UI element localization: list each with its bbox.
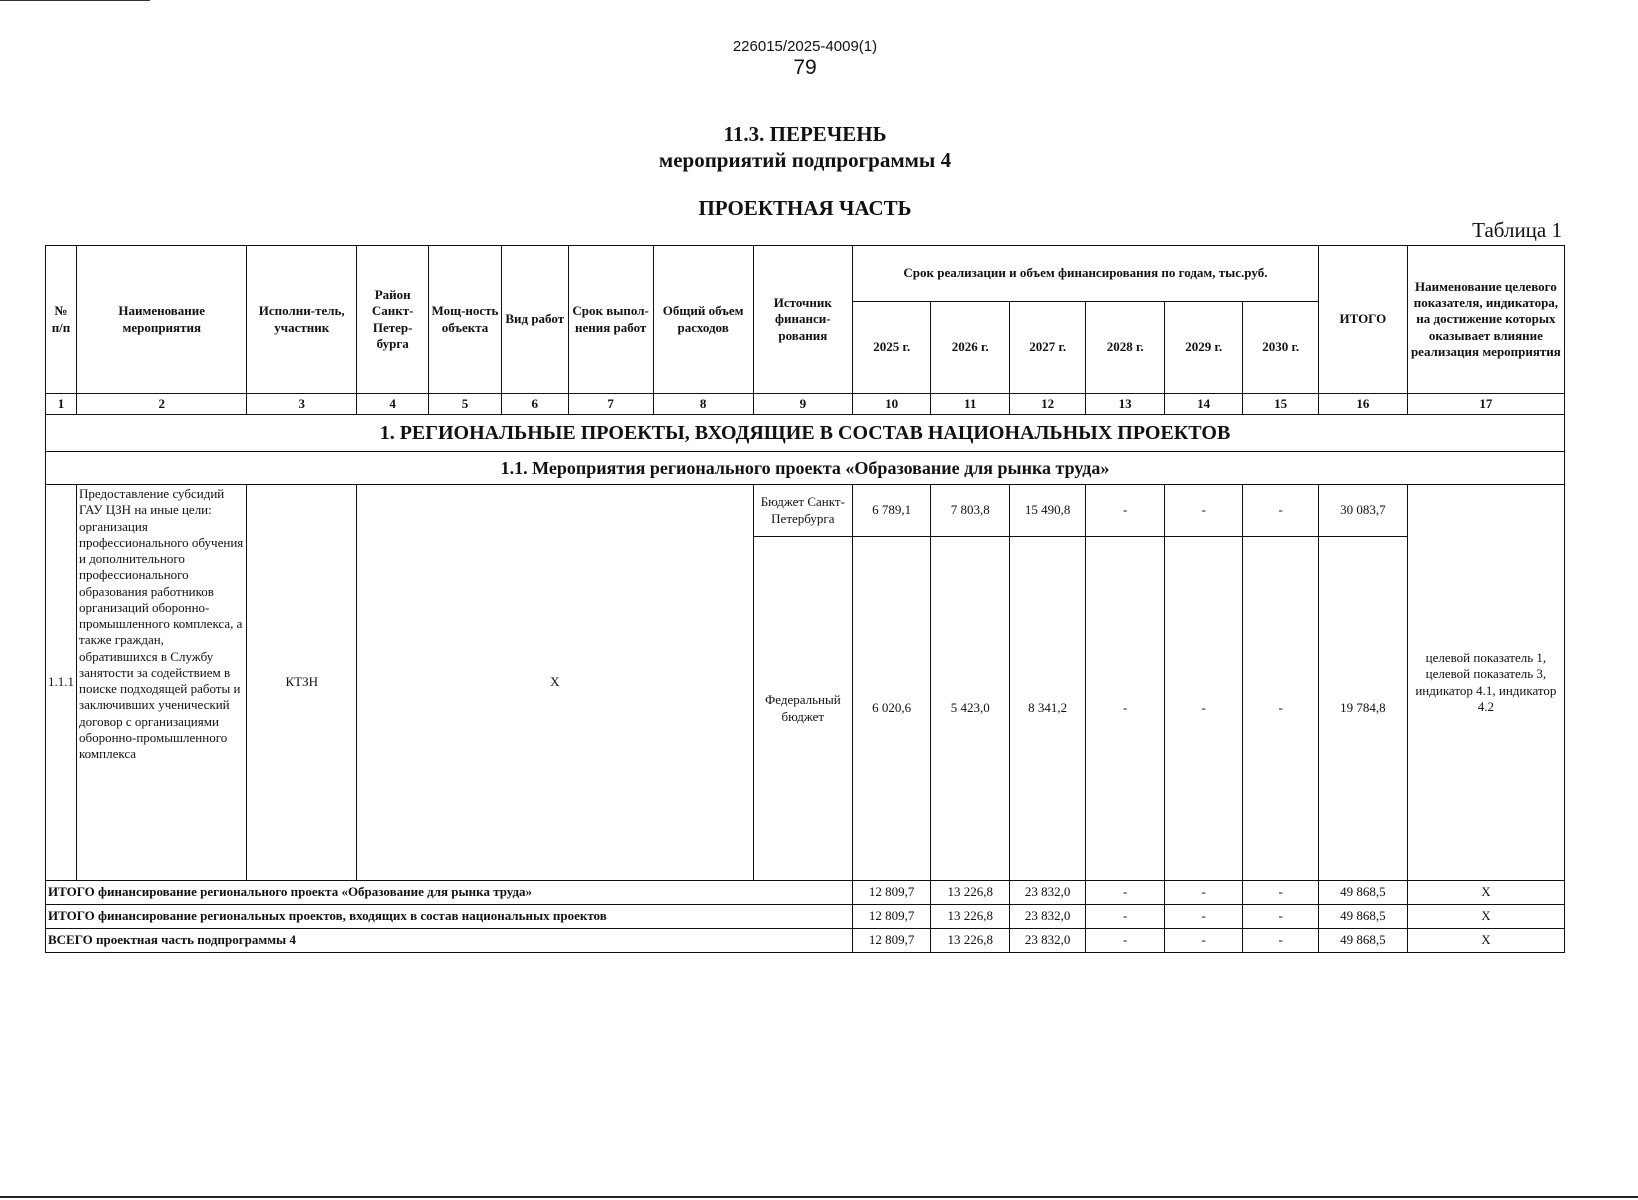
total-2026: 13 226,8 xyxy=(931,929,1010,953)
total-2028: - xyxy=(1086,929,1165,953)
col-number: 15 xyxy=(1243,394,1318,415)
col-number: 5 xyxy=(429,394,501,415)
col-number: 4 xyxy=(356,394,428,415)
list-subtitle: мероприятий подпрограммы 4 xyxy=(658,148,952,172)
total-2025: 12 809,7 xyxy=(852,881,931,905)
total-label: ИТОГО финансирование регионального проекта «Образование для рынка труда» xyxy=(46,881,853,905)
indicator-cell: целевой показатель 1, целевой показатель 3, индикатор 4.1, индикатор 4.2 xyxy=(1407,485,1564,881)
col-number: 8 xyxy=(653,394,753,415)
value-2030: - xyxy=(1243,485,1318,537)
header-total: ИТОГО xyxy=(1318,246,1407,394)
header-no: № п/п xyxy=(46,246,77,394)
header-name: Наименование мероприятия xyxy=(76,246,246,394)
header-deadline: Срок выпол-нения работ xyxy=(568,246,653,394)
col-number: 3 xyxy=(247,394,357,415)
value-2028: - xyxy=(1086,485,1165,537)
col-number: 17 xyxy=(1407,394,1564,415)
header-source: Источник финанси-рования xyxy=(753,246,852,394)
header-district: Район Санкт-Петер-бурга xyxy=(356,246,428,394)
value-2027: 8 341,2 xyxy=(1009,537,1085,881)
value-total: 19 784,8 xyxy=(1318,537,1407,881)
table-label: Таблица 1 xyxy=(1472,218,1562,242)
value-2029: - xyxy=(1164,537,1243,881)
page-number: 79 xyxy=(793,56,817,79)
header-total-cost: Общий объем расходов xyxy=(653,246,753,394)
value-2025: 6 789,1 xyxy=(852,485,931,537)
total-2030: - xyxy=(1243,881,1318,905)
total-2025: 12 809,7 xyxy=(852,929,931,953)
value-2025: 6 020,6 xyxy=(852,537,931,881)
list-title: 11.3. ПЕРЕЧЕНЬ xyxy=(723,122,887,146)
col-number: 9 xyxy=(753,394,852,415)
col-number: 16 xyxy=(1318,394,1407,415)
merged-x-cell: Х xyxy=(356,485,753,881)
scan-edge-line xyxy=(0,0,150,1)
measure-name: Предоставление субсидий ГАУ ЦЗН на иные цели: организация профессионального обучения и дополнительного профессионального образования работников организаций оборонно-промышленного комплекса, а также граждан, обратившихся в Службу занятости за содействием в поиске подходящей работы и заключивших ученический договор с организациями оборонно-промышленного комплекса xyxy=(76,485,246,881)
total-2027: 23 832,0 xyxy=(1009,929,1085,953)
total-2027: 23 832,0 xyxy=(1009,881,1085,905)
document-number: 226015/2025-4009(1) xyxy=(732,38,878,55)
total-indicator: Х xyxy=(1407,905,1564,929)
col-number: 6 xyxy=(501,394,568,415)
value-2029: - xyxy=(1164,485,1243,537)
total-2028: - xyxy=(1086,881,1165,905)
funding-source: Федеральный бюджет xyxy=(753,537,852,881)
header-indicator: Наименование целевого показателя, индикатора, на достижение которых оказывает влияние реализация мероприятия xyxy=(1407,246,1564,394)
value-2030: - xyxy=(1243,537,1318,881)
header-year-2030: 2030 г. xyxy=(1243,302,1318,394)
header-capacity: Мощ-ность объекта xyxy=(429,246,501,394)
row-number: 1.1.1 xyxy=(46,485,77,881)
col-number: 10 xyxy=(852,394,931,415)
col-number: 12 xyxy=(1009,394,1085,415)
total-sum: 49 868,5 xyxy=(1318,881,1407,905)
total-label: ВСЕГО проектная часть подпрограммы 4 xyxy=(46,929,853,953)
section-heading-1-1: 1.1. Мероприятия регионального проекта «Образование для рынка труда» xyxy=(46,452,1565,485)
total-2029: - xyxy=(1164,929,1243,953)
header-work-type: Вид работ xyxy=(501,246,568,394)
part-title: ПРОЕКТНАЯ ЧАСТЬ xyxy=(698,196,912,220)
total-2028: - xyxy=(1086,905,1165,929)
header-year-2028: 2028 г. xyxy=(1086,302,1165,394)
col-number: 2 xyxy=(76,394,246,415)
scan-bottom-line xyxy=(0,1196,1638,1198)
total-2026: 13 226,8 xyxy=(931,881,1010,905)
header-period: Срок реализации и объем финансирования по годам, тыс.руб. xyxy=(852,246,1318,302)
total-indicator: Х xyxy=(1407,929,1564,953)
total-2025: 12 809,7 xyxy=(852,905,931,929)
col-number: 13 xyxy=(1086,394,1165,415)
total-2030: - xyxy=(1243,905,1318,929)
total-row xyxy=(46,905,1565,929)
col-number: 14 xyxy=(1164,394,1243,415)
header-year-2025: 2025 г. xyxy=(852,302,931,394)
total-sum: 49 868,5 xyxy=(1318,929,1407,953)
total-2029: - xyxy=(1164,881,1243,905)
total-row xyxy=(46,929,1565,953)
measures-table xyxy=(45,245,1565,953)
funding-source: Бюджет Санкт-Петербурга xyxy=(753,485,852,537)
total-2027: 23 832,0 xyxy=(1009,905,1085,929)
col-number: 11 xyxy=(931,394,1010,415)
value-2027: 15 490,8 xyxy=(1009,485,1085,537)
col-number: 7 xyxy=(568,394,653,415)
section-heading-1: 1. РЕГИОНАЛЬНЫЕ ПРОЕКТЫ, ВХОДЯЩИЕ В СОСТАВ НАЦИОНАЛЬНЫХ ПРОЕКТОВ xyxy=(46,415,1565,452)
value-total: 30 083,7 xyxy=(1318,485,1407,537)
header-year-2027: 2027 г. xyxy=(1009,302,1085,394)
total-2026: 13 226,8 xyxy=(931,905,1010,929)
column-numbers-row xyxy=(46,394,1565,415)
total-indicator: Х xyxy=(1407,881,1564,905)
value-2026: 5 423,0 xyxy=(931,537,1010,881)
total-label: ИТОГО финансирование региональных проектов, входящих в состав национальных проектов xyxy=(46,905,853,929)
header-executor: Исполни-тель, участник xyxy=(247,246,357,394)
total-row xyxy=(46,881,1565,905)
measure-executor: КТЗН xyxy=(247,485,357,881)
header-year-2029: 2029 г. xyxy=(1164,302,1243,394)
value-2028: - xyxy=(1086,537,1165,881)
total-sum: 49 868,5 xyxy=(1318,905,1407,929)
total-2030: - xyxy=(1243,929,1318,953)
total-2029: - xyxy=(1164,905,1243,929)
col-number: 1 xyxy=(46,394,77,415)
header-year-2026: 2026 г. xyxy=(931,302,1010,394)
value-2026: 7 803,8 xyxy=(931,485,1010,537)
table-row xyxy=(46,485,1565,537)
